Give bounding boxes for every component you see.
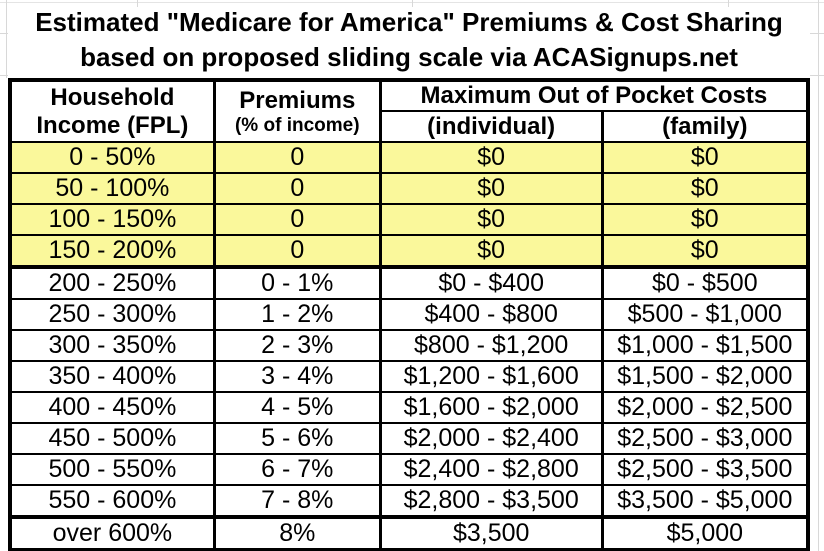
cell-moop-individual: $0 (380, 173, 602, 204)
gridline (6, 0, 7, 78)
cell-household-income: over 600% (10, 517, 214, 550)
cell-moop-family: $0 (602, 235, 808, 267)
cell-household-income: 400 - 450% (10, 392, 214, 423)
cell-premiums: 5 - 6% (214, 423, 380, 454)
header-premiums-line1: Premiums (239, 86, 356, 114)
table-row (10, 454, 808, 485)
gridline (818, 0, 819, 551)
cell-moop-family: $0 (602, 173, 808, 204)
table-row (10, 330, 808, 361)
cell-moop-family: $2,500 - $3,500 (602, 454, 808, 485)
cell-moop-individual: $400 - $800 (380, 299, 602, 330)
gridline (0, 33, 8, 34)
header-household-line2: Income (FPL) (36, 111, 189, 139)
cell-household-income: 100 - 150% (10, 204, 214, 235)
title-line-1: Estimated "Medicare for America" Premiums & Cost Sharing (35, 7, 783, 37)
table-row (10, 361, 808, 392)
cell-household-income: 150 - 200% (10, 235, 214, 267)
table-row (10, 267, 808, 299)
cell-moop-individual: $2,800 - $3,500 (380, 485, 602, 517)
cell-premiums: 0 (214, 173, 380, 204)
cell-premiums: 0 (214, 235, 380, 267)
header-moop-individual: (individual) (380, 111, 602, 142)
cell-moop-individual: $0 - $400 (380, 267, 602, 299)
cell-premiums: 4 - 5% (214, 392, 380, 423)
cell-moop-family: $0 (602, 142, 808, 173)
cell-household-income: 50 - 100% (10, 173, 214, 204)
cell-household-income: 300 - 350% (10, 330, 214, 361)
cell-premiums: 8% (214, 517, 380, 550)
cell-moop-family: $3,500 - $5,000 (602, 485, 808, 517)
cell-premiums: 0 - 1% (214, 267, 380, 299)
table-row (10, 485, 808, 517)
cell-premiums: 0 (214, 142, 380, 173)
cell-household-income: 550 - 600% (10, 485, 214, 517)
table-body (10, 142, 808, 550)
cell-moop-individual: $1,200 - $1,600 (380, 361, 602, 392)
cell-moop-individual: $0 (380, 204, 602, 235)
cell-moop-family: $0 (602, 204, 808, 235)
cell-moop-individual: $1,600 - $2,000 (380, 392, 602, 423)
cell-household-income: 500 - 550% (10, 454, 214, 485)
cell-moop-individual: $0 (380, 142, 602, 173)
gridline (810, 33, 824, 34)
table-title (8, 5, 810, 75)
header-household-line1: Household (50, 83, 175, 111)
table-row (10, 423, 808, 454)
cell-moop-family: $2,500 - $3,000 (602, 423, 808, 454)
cell-household-income: 450 - 500% (10, 423, 214, 454)
table-row (10, 299, 808, 330)
cell-household-income: 0 - 50% (10, 142, 214, 173)
cell-premiums: 6 - 7% (214, 454, 380, 485)
cell-moop-individual: $800 - $1,200 (380, 330, 602, 361)
cell-moop-individual: $0 (380, 235, 602, 267)
cell-premiums: 0 (214, 204, 380, 235)
cell-household-income: 200 - 250% (10, 267, 214, 299)
table-row (10, 173, 808, 204)
cell-premiums: 3 - 4% (214, 361, 380, 392)
cell-moop-individual: $3,500 (380, 517, 602, 550)
cell-moop-family: $500 - $1,000 (602, 299, 808, 330)
title-line-2: based on proposed sliding scale via ACASignups.net (80, 42, 738, 72)
table-row (10, 392, 808, 423)
table-row (10, 517, 808, 550)
table-row (10, 204, 808, 235)
cell-moop-family: $1,500 - $2,000 (602, 361, 808, 392)
cell-moop-family: $5,000 (602, 517, 808, 550)
cell-household-income: 250 - 300% (10, 299, 214, 330)
table-row (10, 142, 808, 173)
premiums-cost-sharing-table (8, 78, 810, 551)
header-household-income (10, 80, 214, 142)
table-row (10, 235, 808, 267)
cell-household-income: 350 - 400% (10, 361, 214, 392)
header-premiums-line2: (% of income) (234, 114, 360, 136)
cell-moop-family: $1,000 - $1,500 (602, 330, 808, 361)
cell-premiums: 1 - 2% (214, 299, 380, 330)
cell-moop-family: $0 - $500 (602, 267, 808, 299)
header-moop-title: Maximum Out of Pocket Costs (380, 80, 808, 111)
header-premiums (214, 80, 380, 142)
header-moop-family: (family) (602, 111, 808, 142)
gridline (810, 75, 824, 76)
header-row-top (10, 80, 808, 111)
cell-moop-individual: $2,400 - $2,800 (380, 454, 602, 485)
table-header (10, 80, 808, 142)
cell-premiums: 7 - 8% (214, 485, 380, 517)
cell-moop-individual: $2,000 - $2,400 (380, 423, 602, 454)
gridline (0, 75, 8, 76)
cell-premiums: 2 - 3% (214, 330, 380, 361)
cell-moop-family: $2,000 - $2,500 (602, 392, 808, 423)
